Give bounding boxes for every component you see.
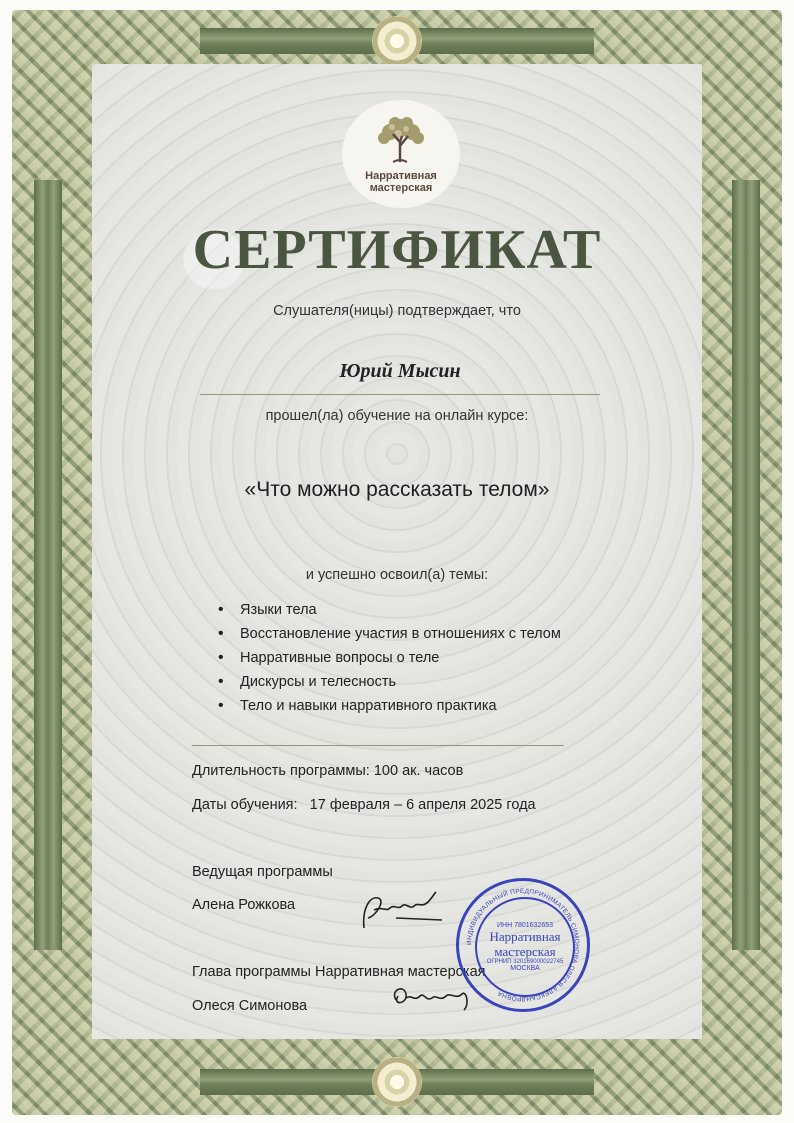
list-item: • Языки тела xyxy=(218,600,561,624)
frame-band-right xyxy=(732,180,760,950)
tree-icon xyxy=(371,114,431,164)
logo xyxy=(342,100,460,208)
confirm-text: Слушателя(ницы) подтверждает, что xyxy=(273,303,521,319)
duration-line xyxy=(192,763,463,779)
divider xyxy=(192,745,564,746)
certificate-title: СЕРТИФИКАТ xyxy=(192,219,602,281)
recipient-name: Юрий Мысин xyxy=(339,360,461,382)
duration-label: Длительность программы: xyxy=(192,763,370,779)
stamp-city: МОСКВА xyxy=(510,965,540,972)
stamp-ogrnip: ОГРНИП 320169000022745 xyxy=(486,959,564,965)
topics-intro: и успешно освоил(а) темы: xyxy=(305,567,489,583)
rosette-top xyxy=(372,16,422,66)
list-item: • Нарративные вопросы о теле xyxy=(218,648,561,672)
stamp-inner xyxy=(475,897,575,997)
leader-name: Алена Рожкова xyxy=(192,897,296,913)
course-name: «Что можно рассказать телом» xyxy=(244,478,550,501)
stamp-inn: ИНН 7801632653 xyxy=(496,922,554,929)
topics-list xyxy=(218,600,561,720)
logo-text xyxy=(365,170,437,194)
duration-value: 100 xyxy=(373,763,399,779)
name-underline xyxy=(200,394,600,395)
stamp-line2: мастерская xyxy=(494,944,556,959)
list-item: • Восстановление участия в отношениях с телом xyxy=(218,624,561,648)
logo-line1: Нарративная xyxy=(365,170,437,182)
dates-label: Даты обучения: xyxy=(192,797,298,813)
dates-line xyxy=(192,797,536,813)
leader-role: Ведущая программы xyxy=(192,864,333,880)
rosette-bottom xyxy=(372,1057,422,1107)
logo-line2: мастерская xyxy=(369,182,433,194)
list-item: • Дискурсы и телесность xyxy=(218,672,561,696)
list-item: • Тело и навыки нарративного практика xyxy=(218,696,561,720)
company-stamp xyxy=(456,878,590,1012)
stamp-line1: Нарративная xyxy=(489,929,561,944)
stamp-ring-text: ИНДИВИДУАЛЬНЫЙ ПРЕДПРИНИМАТЕЛЬ СИМОНОВА ОЛЕСЯ АЛЕКСАНДРОВНА xyxy=(465,887,581,1003)
dates-value: 17 февраля – 6 апреля 2025 года xyxy=(309,797,536,813)
duration-unit: ак. часов xyxy=(402,763,464,779)
head-role: Глава программы Нарративная мастерская xyxy=(192,964,486,980)
frame-band-left xyxy=(34,180,62,950)
leader-signature xyxy=(356,888,446,936)
course-intro: прошел(ла) обучение на онлайн курсе: xyxy=(265,408,529,424)
head-name: Олеся Симонова xyxy=(192,998,308,1014)
